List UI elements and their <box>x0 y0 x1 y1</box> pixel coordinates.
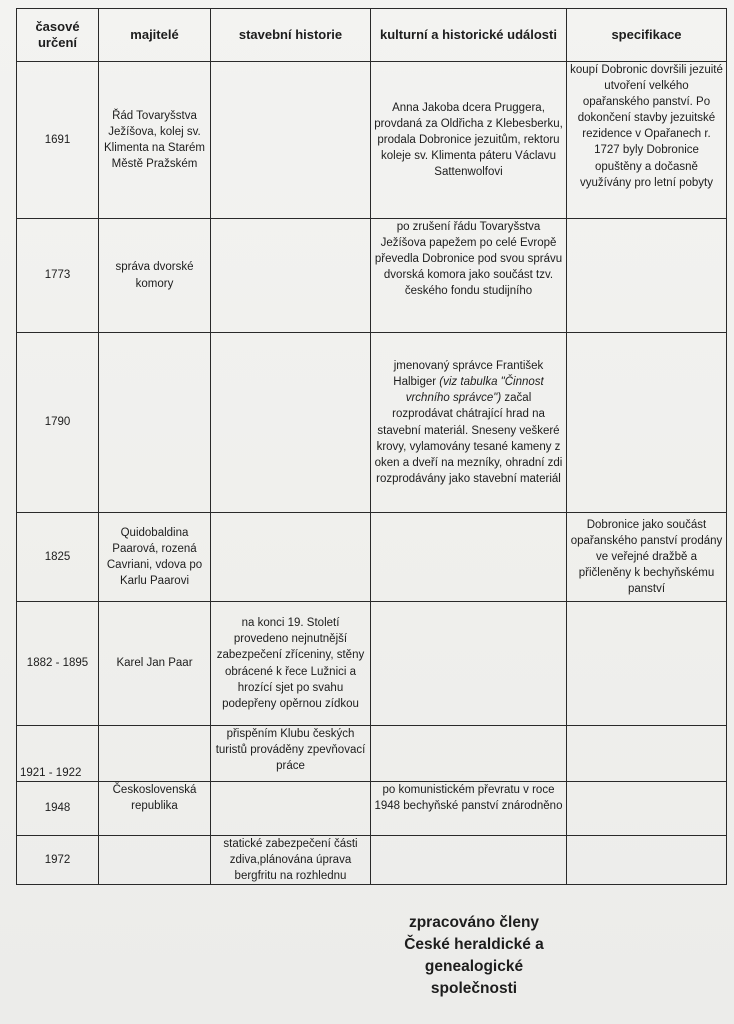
year-cell: 1972 <box>17 836 99 885</box>
events-cell <box>371 513 567 602</box>
spec-cell <box>567 333 727 513</box>
events-cell <box>371 836 567 885</box>
header-date: časové určení <box>17 9 99 62</box>
events-text-b: začal rozprodávat chátrající hrad na stavební materiál. Sneseny veškeré krovy, vylamovány tesané kameny z oken a dveří na mezníky, ohradní zdi rozprodávány jako stavební materiál <box>374 392 563 485</box>
spec-cell <box>567 726 727 782</box>
owner-cell: Karel Jan Paar <box>99 602 211 726</box>
building-cell <box>211 513 371 602</box>
building-cell: přispěním Klubu českých turistů prováděny zpevňovací práce <box>211 726 371 782</box>
header-building-history: stavební historie <box>211 9 371 62</box>
header-specification: specifikace <box>567 9 727 62</box>
building-cell <box>211 62 371 219</box>
table-row <box>17 836 727 885</box>
owner-cell <box>99 836 211 885</box>
spec-cell: koupí Dobronic dovršili jezuité utvoření velkého opařanského panství. Po dokončení stavby jezuitské rezidence v Opařanech r. 1727 byly Dobronice opuštěny a dočasně využívány pro letní pobyty <box>567 62 727 219</box>
events-cell: po komunistickém převratu v roce 1948 bechyňské panství znárodněno <box>371 782 567 836</box>
table-row <box>17 62 727 219</box>
events-table-reference: (viz tabulka "Činnost vrchního správce") <box>405 376 544 405</box>
spec-cell <box>567 836 727 885</box>
owner-cell: Quidobaldina Paarová, rozená Cavriani, vdova po Karlu Paarovi <box>99 513 211 602</box>
table-row <box>17 219 727 333</box>
owner-cell <box>99 333 211 513</box>
table-row <box>17 782 727 836</box>
building-cell <box>211 219 371 333</box>
year-cell: 1921 - 1922 <box>17 726 99 782</box>
events-cell <box>371 333 567 513</box>
events-cell <box>371 726 567 782</box>
owner-cell <box>99 726 211 782</box>
events-text-a: jmenovaný správce František Halbiger <box>393 360 544 389</box>
table-row <box>17 602 727 726</box>
author-credit: zpracováno členy České heraldické a genealogické společnosti <box>404 914 544 997</box>
building-cell <box>211 333 371 513</box>
events-cell <box>371 602 567 726</box>
year-cell: 1773 <box>17 219 99 333</box>
header-owners: majitelé <box>99 9 211 62</box>
spec-cell: Dobronice jako součást opařanského panství prodány ve veřejné dražbě a přičleněny k bechyňskému panství <box>567 513 727 602</box>
building-cell: na konci 19. Století provedeno nejnutnější zabezpečení zříceniny, stěny obrácené k řece Lužnici a hrozící sjet po svahu podepřeny opěrnou zídkou <box>211 602 371 726</box>
year-cell: 1882 - 1895 <box>17 602 99 726</box>
year-cell: 1790 <box>17 333 99 513</box>
year-cell: 1825 <box>17 513 99 602</box>
building-cell <box>211 782 371 836</box>
spec-cell <box>567 782 727 836</box>
header-events: kulturní a historické události <box>371 9 567 62</box>
building-cell: statické zabezpečení části zdiva,plánována úprava bergfritu na rozhlednu <box>211 836 371 885</box>
spec-cell <box>567 219 727 333</box>
events-cell: Anna Jakoba dcera Pruggera, provdaná za Oldřicha z Klebesberku, prodala Dobronice jezuitům, rektoru koleje sv. Klimenta páteru Václavu Sattenwolfovi <box>371 62 567 219</box>
history-table <box>16 8 727 885</box>
owner-cell: Řád Tovaryšstva Ježíšova, kolej sv. Klimenta na Starém Městě Pražském <box>99 62 211 219</box>
table-row <box>17 726 727 782</box>
year-cell: 1948 <box>17 782 99 836</box>
spec-cell <box>567 602 727 726</box>
table-row <box>17 333 727 513</box>
events-cell: po zrušení řádu Tovaryšstva Ježíšova papežem po celé Evropě převedla Dobronice pod svou správu dvorská komora jako součást tzv. českého fondu studijního <box>371 219 567 333</box>
owner-cell: správa dvorské komory <box>99 219 211 333</box>
year-cell: 1691 <box>17 62 99 219</box>
owner-cell: Československá republika <box>99 782 211 836</box>
table-row <box>17 513 727 602</box>
header-row <box>17 9 727 62</box>
